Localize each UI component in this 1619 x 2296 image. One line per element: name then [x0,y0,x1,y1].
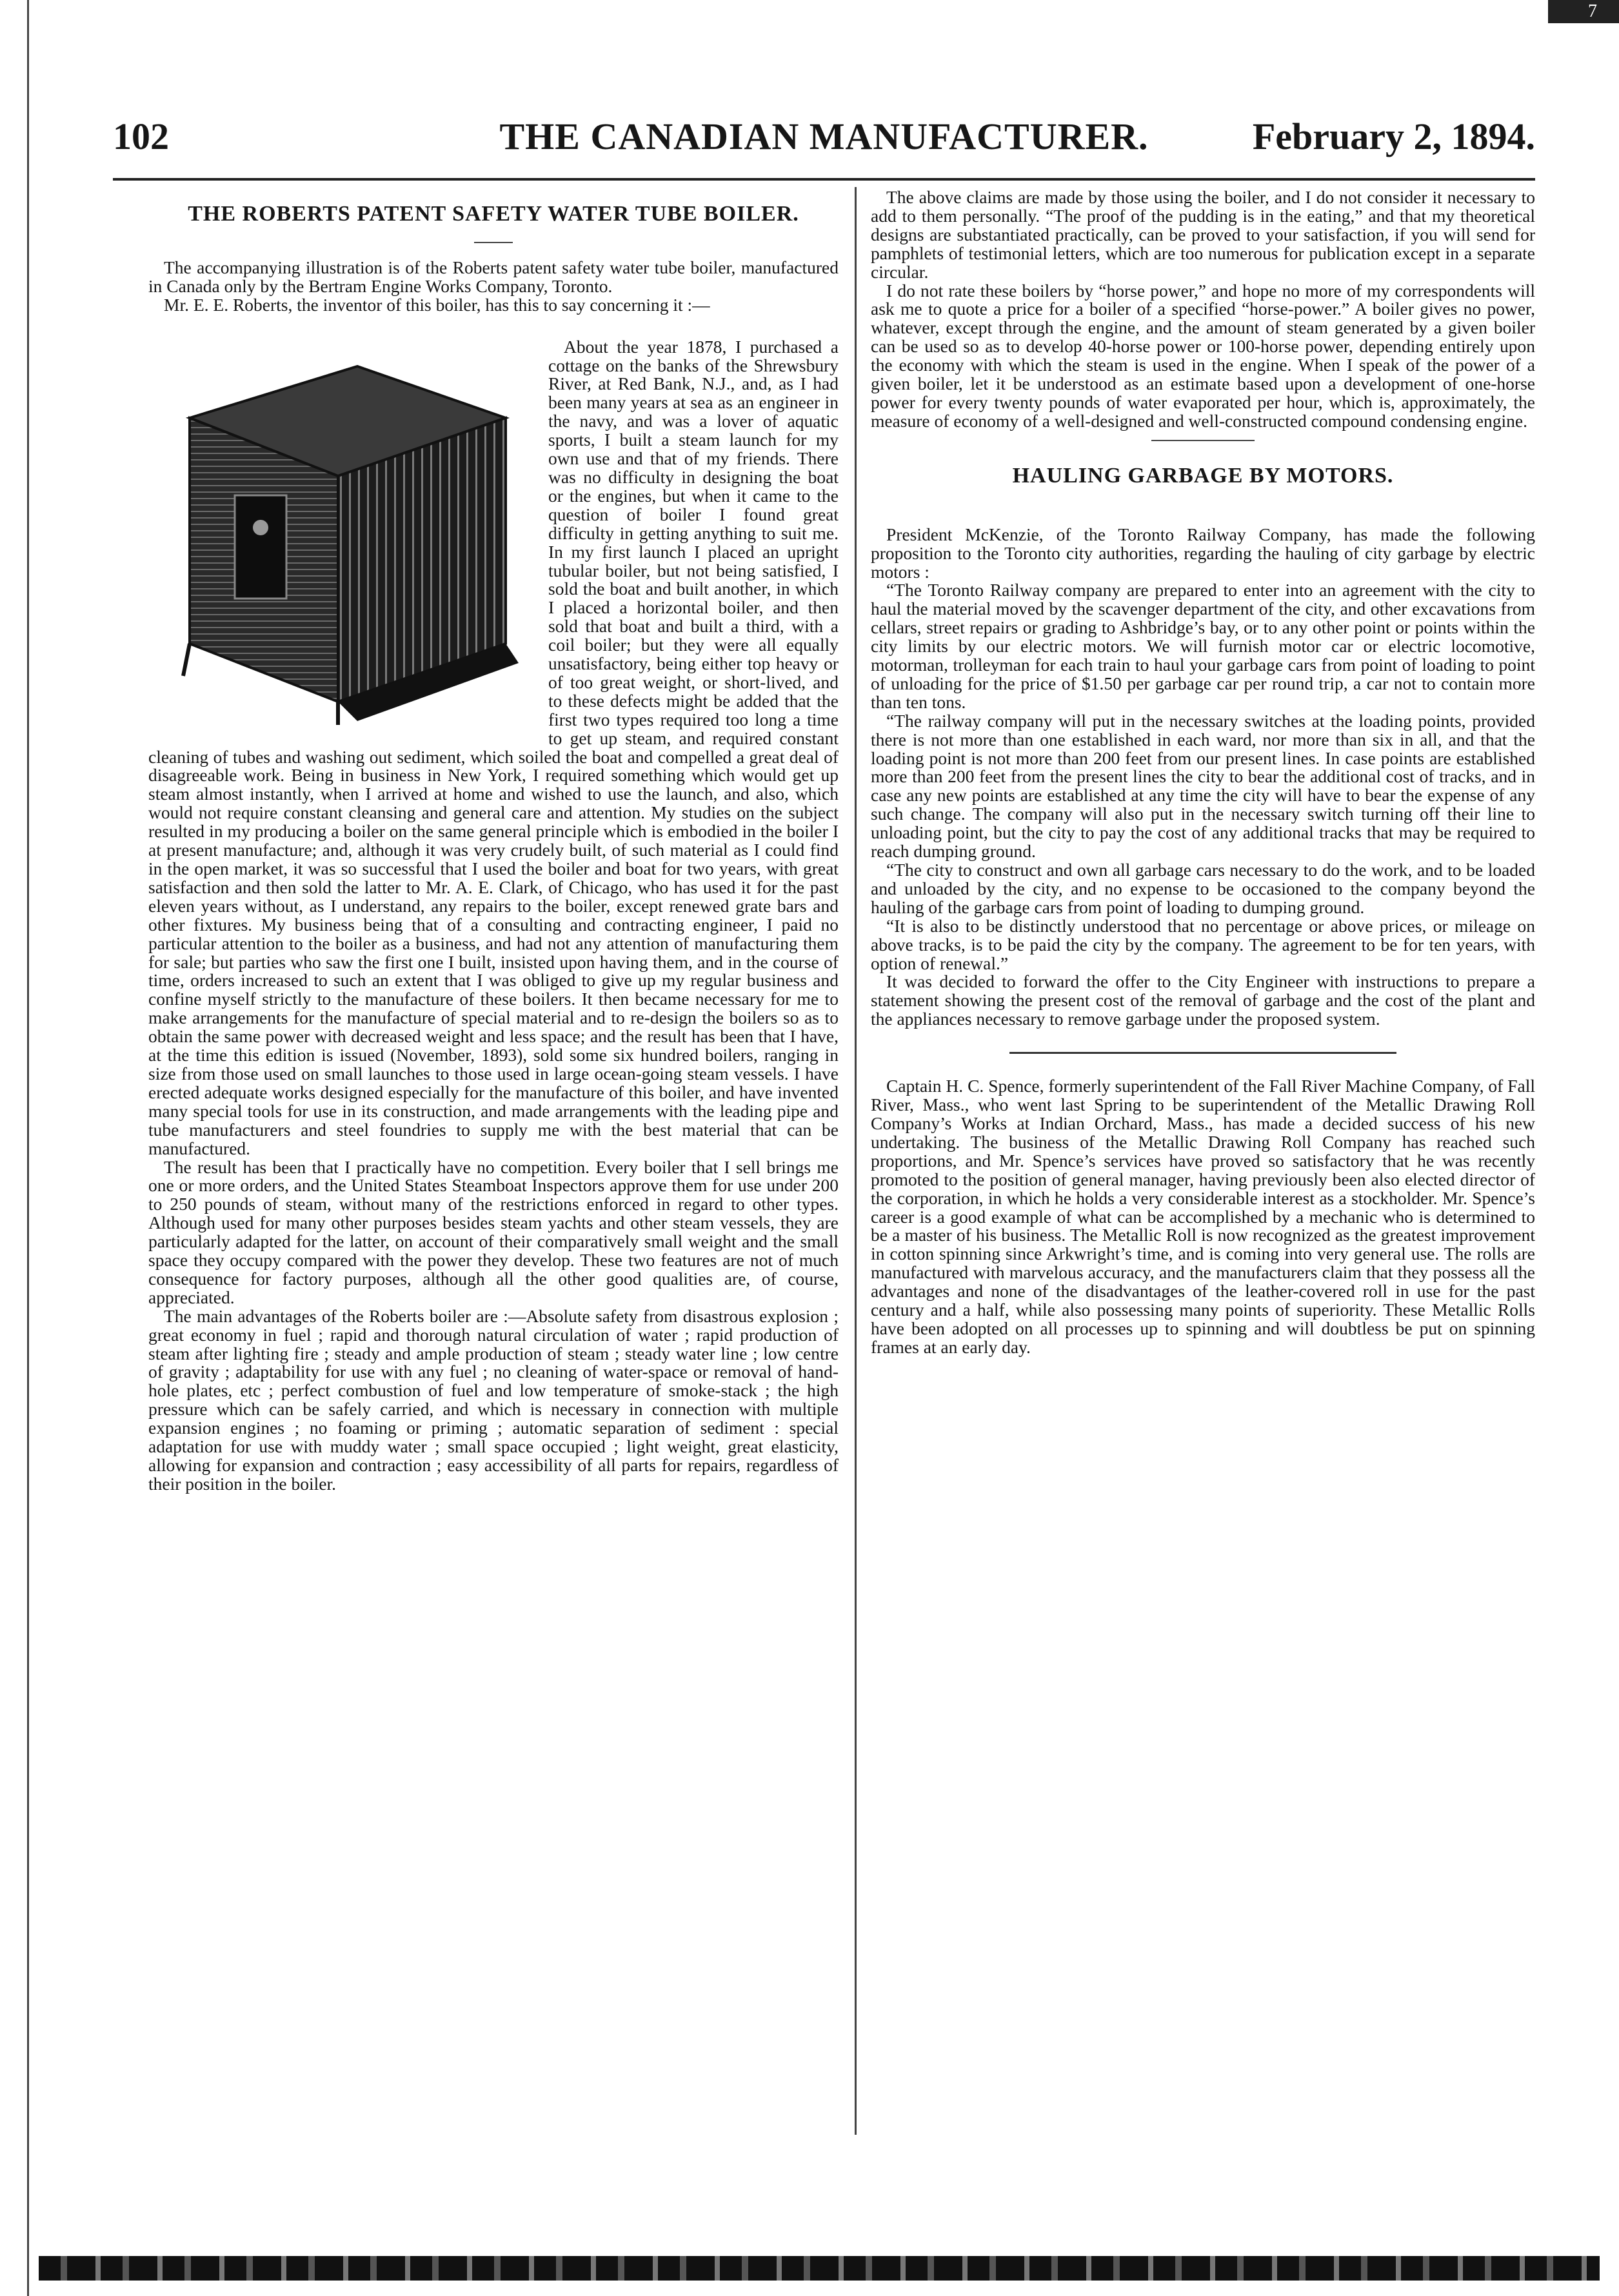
title-spacer [871,504,1535,526]
boiler-paragraph: The accompanying illustration is of the Roberts patent safety water tube boiler, manufactured in Canada only by the Bertram Engine Works Company, Toronto. [148,257,839,296]
page-number: 102 [113,115,169,157]
image-spacer [148,315,839,338]
boiler-article-title: THE ROBERTS PATENT SAFETY WATER TUBE BOILER. [188,202,799,226]
spence-paragraph: Captain H. C. Spence, formerly superintendent of the Fall River Machine Company, of Fall River, Mass., who went last Spring to be superintendent of the Metallic Drawing Roll Company’s Works at Indian Orchard, Mass., has made a decided success of his new undertaking. The business of the Metallic Drawing Roll Company has reached such proportions, and Mr. Spence’s services have proved so satisfactory that he was recently promoted to the position of general manager, having previously been also elected director of the corporation, in which he holds a very considerable interest as a stockholder. Mr. Spence’s career is a good example of what can be accomplished by a mechanic who is determined to be a master of his business. The Metallic Roll is now recognized as the greatest improvement in cotton spinning since Arkwright’s time, and is coming into very general use. The rolls are manufactured with marvelous accuracy, and the manufacturers claim that they possess all the advantages and none of the disadvantages of the leather-covered roll in use for the past century and a half, while also possessing many points of superiority. These Metallic Rolls have been adopted on all processes up to spinning and will doubtless be put on spinning frames at an early day. [871,1076,1535,1357]
scan-edge-band [39,2256,1600,2281]
boiler-illustration [144,341,531,727]
left-column [148,202,839,1494]
boiler-paragraph: The main advantages of the Roberts boiler are :—Absolute safety from disastrous explosion ; great economy in fuel ; rapid and thorough natural circulation of water ; rapid production of steam after lighting fire ; steady and ample production of steam ; steady water line ; low centre of gravity ; adaptability for use with any fuel ; no cleaning of water-space or removal of hand-hole plates, etc ; perfect combustion of fuel and low temperature of smoke-stack ; the high pressure which can be safely carried, and which is necessary in connection with multiple expansion engines ; no foaming or priming ; automatic separation of sediment : special adaptation for use with muddy water ; small space occupied ; light weight, great elasticity, allowing for expansion and contraction ; easy accessibility of all parts for repairs, regardless of their position in the boiler. [148,1305,839,1494]
right-column [871,188,1535,1357]
boiler-paragraph: The result has been that I practically have no competition. Every boiler that I sell brings me one or more orders, and the United States Steamboat Inspectors approve them for use under 200 to 250 pounds of steam, without many of the restrictions enforced in regard to other types. Although used for many other purposes besides steam yachts and other steam vessels, they are particularly adapted for the latter, on account of their comparatively small weight and the small space they occupy compared with the power they develop. These two features are not of much consequence for factory purposes, although all the other good qualities are, of course, appreciated. [148,1156,839,1307]
boiler-paragraph: I do not rate these boilers by “horse power,” and hope no more of my correspondents will ask me to quote a price for a boiler of a specified “horse-power.” A boiler gives no power, whatever, except through the engine, and the amount of steam generated by a given boiler can be used so as to develop 40-horse power or 100-horse power, depending entirely upon the economy with which the steam is used in the engine. When I speak of the power of a given boiler, let it be understood as an estimate based upon a development of one-horse power for every twenty pounds of water evaporated per hour, which is, approximately, the measure of economy of a well-designed and well-constructed compound condensing engine. [871,280,1535,431]
left-margin-rule [27,0,29,2296]
page-corner-marker [1548,0,1619,23]
title-rule [474,242,513,243]
boiler-paragraph: About the year 1878, I purchased a cottage on the banks of the Shrewsbury River, at Red Bank, N.J., and, as I had been many years at sea as an engineer in the navy, and was a lover of aquatic sports, I built a steam launch for my own use and that of my friends. There was no difficulty in designing the boat or the engines, but when it came to the question of boiler I found great difficulty in getting anything to suit me. In my first launch I placed an upright tubular boiler, but not being satisfied, I sold the boat and built another, in which I placed a horizontal boiler, and then sold that boat and built a third, with a coil boiler; but they were all equally unsatisfactory, being either top heavy or of too great weight, or short-lived, and to these defects might be added that the first two types required too long a time to get up steam, and required constant cleaning of tubes and washing out sediment, which soiled the boat and compelled a great deal of disagreeable work. Being in business in New York, I required something which would get up steam almost instantly, when I arrived at home and wished to use the launch, and also, which would not require constant cleansing and general care and attention. My studies on the subject resulted in my producing a boiler on the same general principle which is embodied in the boiler I at present manufacture; and, although it was very crudely built, of such material as I could find in the open market, it was so successful that I used the boiler and boat for two years, with great satisfaction and then sold the latter to Mr. A. E. Clark, of Chicago, who has used it for the past eleven years without, as I understand, any repairs to the boiler, except renewed grate bars and other fixtures. My business being that of a consulting and contracting engineer, I paid no particular attention to the boiler as a business, and had not any attention of manufacturing them for sale; but parties who saw the first one I built, insisted upon having them, and in the course of time, orders increased to such an extent that I was obliged to give up my regular business and confine myself strictly to the manufacture of these boilers. It then became necessary for me to make arrangements for the manufacture of special material and to re-design the boilers so as to obtain the same power with decreased weight and less space; and the result has been that I have, at the time this edition is issued (November, 1893), sold some six hundred boilers, ranging in size from those used on small launches to those used in large ocean-going steam vessels. I have erected adequate works designed especially for the manufacture of this boiler, and have invented many special tools for use in its construction, and made arrangements with the leading pipe and tube manufacturers and steel foundries to supply me with the best material that can be manufactured. [148,336,839,1158]
page-marker-number: 7 [1588,1,1597,21]
garbage-paragraph: “It is also to be distinctly understood that no percentage or above prices, or mileage on above tracks, is to be paid the city by the company. The agreement to be for ten years, with option of renewal.” [871,915,1535,973]
page-header [113,115,1535,166]
garbage-paragraph: It was decided to forward the offer to the City Engineer with instructions to prepare a statement showing the present cost of the removal of garbage and the cost of the plant and the appliances necessary to remove garbage under the proposed system. [871,971,1535,1029]
garbage-paragraph: “The Toronto Railway company are prepared to enter into an agreement with the city to haul the material moved by the scavenger department of the city, and other excavations from cellars, street repairs or grading to Ashbridge’s bay, or to any other point or points within the city limits by our electric motors. We will furnish motor car or electric locomotive, motorman, trolleyman for each train to haul your garbage cars from point of loading to point of unloading for the price of $1.50 per garbage car per round trip, a car not to contain more than ten tons. [871,580,1535,712]
garbage-paragraph: “The city to construct and own all garbage cars necessary to do the work, and to be loaded and unloaded by the city, and no expense to be occasioned to the company beyond the hauling of the garbage cars from point of loading to dumping ground. [871,860,1535,917]
garbage-paragraph: “The railway company will put in the necessary switches at the loading points, provided there is not more than one established in each ward, nor more than six in all, and that the loading point is not more than 200 feet from our present lines. In case points are established more than 200 feet from the present lines the city to bear the additional cost of tracks, and in case any new points are established at any time the city will have to bear the expense of any such change. The company will also put in the necessary switch turning off their line to unloading point, but the city to pay the cost of any additional tracks that may be required to reach dumping ground. [871,710,1535,862]
publication-title: THE CANADIAN MANUFACTURER. [499,115,1149,157]
column-divider [855,187,857,2135]
article-separator-short [1151,440,1255,441]
garbage-paragraph: President McKenzie, of the Toronto Railway Company, has made the following proposition to the Toronto city authorities, regarding the hauling of city garbage by electric motors : [871,524,1535,582]
boiler-paragraph: Mr. E. E. Roberts, the inventor of this boiler, has this to say concerning it :— [164,294,710,315]
garbage-article-title: HAULING GARBAGE BY MOTORS. [1012,463,1394,488]
article-separator [1009,1052,1396,1054]
boiler-paragraph: The above claims are made by those using the boiler, and I do not consider it necessary to add to them personally. “The proof of the pudding is in the eating,” and that my theoretical designs are substantiated practically, can be proved to your satisfaction, if you will send for pamphlets of testimonial letters, which are too numerous for publication except in a separate circular. [871,187,1535,282]
header-rule [113,178,1535,181]
issue-date: February 2, 1894. [1252,115,1535,157]
